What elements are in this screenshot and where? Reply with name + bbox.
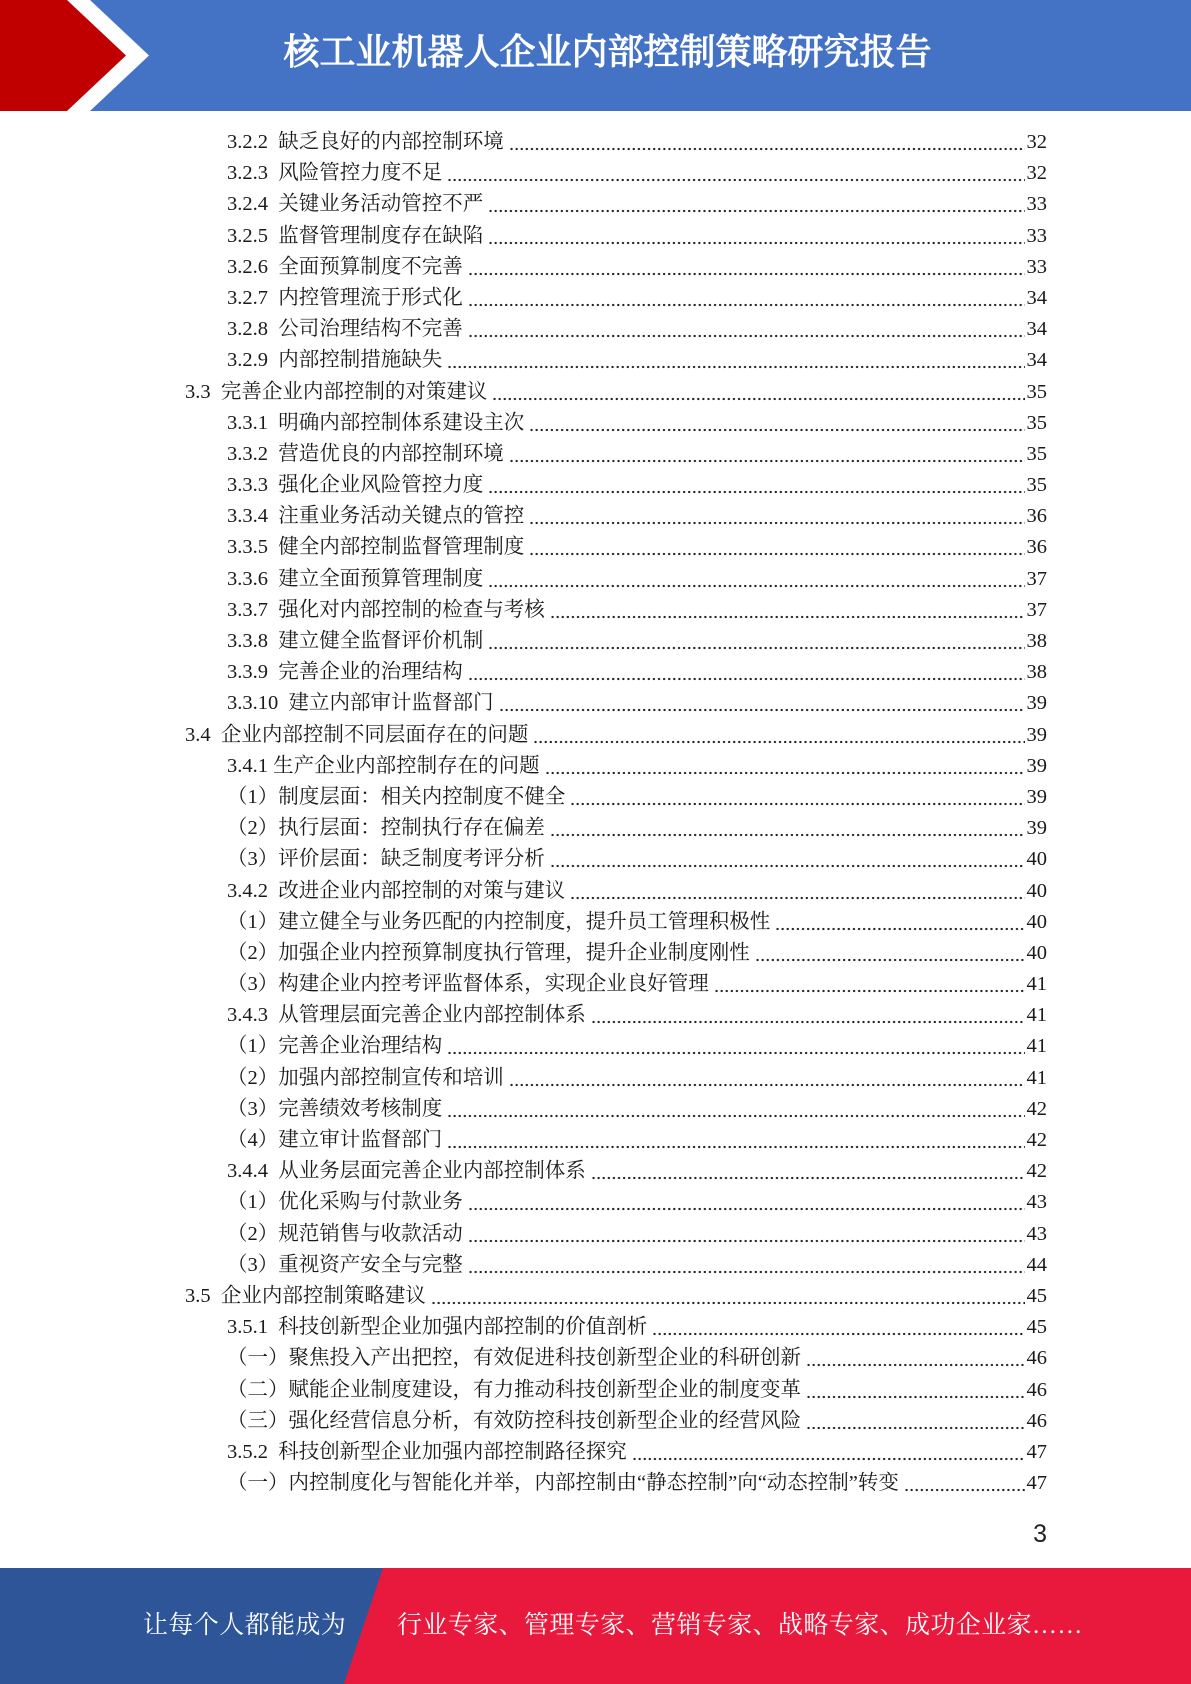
- toc-entry-page: 43: [1026, 1222, 1047, 1245]
- toc-entry-page: 39: [1026, 723, 1047, 746]
- toc-entry[interactable]: [0, 564, 1047, 595]
- toc-entry-page: 46: [1026, 1378, 1047, 1401]
- toc-entry-title: 3.3.2 营造优良的内部控制环境: [227, 442, 504, 465]
- toc-entry[interactable]: [0, 1125, 1047, 1156]
- toc-entry-page: 41: [1026, 1004, 1047, 1027]
- toc-leader-dots: [775, 907, 1024, 938]
- toc-leader-dots: [431, 1281, 1025, 1312]
- toc-entry-title: （1）完善企业治理结构: [227, 1035, 443, 1058]
- toc-leader-dots: [499, 688, 1025, 719]
- toc-entry-page: 44: [1026, 1253, 1047, 1276]
- footer-banner: [0, 1568, 1191, 1684]
- toc-entry[interactable]: [0, 969, 1047, 1000]
- toc-entry-title: 3.2.7 内控管理流于形式化: [227, 286, 463, 309]
- toc-entry-page: 42: [1026, 1160, 1047, 1183]
- toc-entry-title: 3.3.3 强化企业风险管控力度: [227, 474, 484, 497]
- toc-leader-dots: [529, 408, 1024, 439]
- toc-entry-title: （4）建立审计监督部门: [227, 1129, 443, 1151]
- toc-entry-title: 3.4.2 改进企业内部控制的对策与建议: [227, 879, 566, 902]
- toc-entry[interactable]: [0, 688, 1047, 719]
- toc-entry-title: 3.3.4 注重业务活动关键点的管控: [227, 505, 525, 528]
- toc-leader-dots: [468, 1219, 1025, 1250]
- toc-leader-dots: [755, 938, 1025, 969]
- toc-entry-title: （1）建立健全与业务匹配的内控制度，提升员工管理积极性: [227, 910, 771, 933]
- toc-entry-page: 35: [1026, 411, 1047, 434]
- toc-entry-page: 40: [1026, 848, 1047, 871]
- toc-entry-page: 33: [1026, 224, 1047, 247]
- toc-entry-page: 32: [1026, 131, 1047, 153]
- toc-entry[interactable]: [0, 1375, 1047, 1406]
- toc-entry[interactable]: [0, 1094, 1047, 1125]
- toc-entry[interactable]: [0, 1000, 1047, 1031]
- toc-entry[interactable]: [0, 595, 1047, 626]
- toc-entry[interactable]: [0, 377, 1047, 408]
- toc-leader-dots: [468, 657, 1025, 688]
- toc-entry[interactable]: [0, 844, 1047, 875]
- toc-entry-title: （2）执行层面：控制执行存在偏差: [227, 817, 545, 840]
- toc-entry[interactable]: [0, 221, 1047, 252]
- toc-entry[interactable]: [0, 1219, 1047, 1250]
- toc-entry-page: 34: [1026, 318, 1047, 341]
- toc-entry-title: （3）评价层面：缺乏制度考评分析: [227, 848, 545, 871]
- toc-entry-page: 33: [1026, 255, 1047, 278]
- toc-entry[interactable]: [0, 751, 1047, 782]
- toc-entry-page: 36: [1026, 505, 1047, 528]
- toc-entry[interactable]: [0, 1031, 1047, 1062]
- toc-leader-dots: [806, 1375, 1025, 1406]
- toc-leader-dots: [529, 501, 1024, 532]
- toc-entry-title: 3.2.3 风险管控力度不足: [227, 162, 443, 185]
- toc-entry-title: 3.4.1 生产企业内部控制存在的问题: [227, 754, 540, 777]
- toc-entry-title: （2）规范销售与收款活动: [227, 1222, 463, 1245]
- toc-entry-title: 3.3.9 完善企业的治理结构: [227, 661, 463, 684]
- toc-leader-dots: [545, 751, 1025, 782]
- toc-leader-dots: [468, 1250, 1025, 1281]
- toc-leader-dots: [904, 1468, 1025, 1499]
- toc-entry[interactable]: [0, 1468, 1047, 1499]
- toc-entry-title: 3.2.8 公司治理结构不完善: [227, 318, 463, 341]
- toc-entry[interactable]: [0, 283, 1047, 314]
- toc-leader-dots: [570, 782, 1024, 813]
- toc-entry-title: （2）加强企业内控预算制度执行管理，提升企业制度刚性: [227, 941, 750, 964]
- toc-leader-dots: [488, 221, 1024, 252]
- toc-entry[interactable]: [0, 1156, 1047, 1187]
- toc-entry-title: 3.3.6 建立全面预算管理制度: [227, 567, 484, 590]
- toc-entry-page: 42: [1026, 1097, 1047, 1120]
- toc-entry-page: 47: [1026, 1440, 1047, 1463]
- toc-entry-page: 38: [1026, 630, 1047, 652]
- toc-leader-dots: [509, 127, 1025, 158]
- toc-leader-dots: [447, 158, 1024, 189]
- toc-leader-dots: [591, 1000, 1025, 1031]
- toc-entry[interactable]: [0, 252, 1047, 283]
- toc-entry-title: （一）聚焦投入产出把控，有效促进科技创新型企业的科研创新: [227, 1347, 801, 1370]
- toc-entry-page: 39: [1026, 785, 1047, 808]
- toc-entry-page: 39: [1026, 692, 1047, 715]
- toc-entry-page: 32: [1026, 162, 1047, 185]
- toc-leader-dots: [591, 1156, 1025, 1187]
- toc-entry-page: 37: [1026, 567, 1047, 590]
- toc-entry-title: 3.4 企业内部控制不同层面存在的问题: [185, 723, 529, 746]
- toc-entry[interactable]: [0, 532, 1047, 563]
- toc-entry-page: 41: [1026, 1066, 1047, 1089]
- toc-leader-dots: [488, 189, 1024, 220]
- toc-entry-page: 42: [1026, 1129, 1047, 1151]
- toc-entry[interactable]: [0, 189, 1047, 220]
- toc-leader-dots: [806, 1406, 1025, 1437]
- toc-entry-title: （二）赋能企业制度建设，有力推动科技创新型企业的制度变革: [227, 1378, 801, 1401]
- toc-leader-dots: [550, 595, 1025, 626]
- toc-leader-dots: [492, 377, 1024, 408]
- toc-entry-title: 3.5.1 科技创新型企业加强内部控制的价值剖析: [227, 1316, 648, 1339]
- toc-entry-title: （三）强化经营信息分析，有效防控科技创新型企业的经营风险: [227, 1409, 801, 1432]
- toc-leader-dots: [533, 720, 1024, 751]
- toc-entry-title: 3.3.7 强化对内部控制的检查与考核: [227, 598, 545, 621]
- toc-entry-page: 34: [1026, 286, 1047, 309]
- toc-entry-title: （一）内控制度化与智能化并举，内部控制由“静态控制”向“动态控制”转变: [227, 1472, 899, 1495]
- toc-entry-title: 3.2.6 全面预算制度不完善: [227, 255, 463, 278]
- toc-leader-dots: [468, 283, 1025, 314]
- toc-entry[interactable]: [0, 907, 1047, 938]
- toc-entry-page: 38: [1026, 661, 1047, 684]
- toc-entry[interactable]: [0, 127, 1047, 158]
- toc-leader-dots: [806, 1343, 1025, 1374]
- toc-entry-page: 40: [1026, 941, 1047, 964]
- toc-entry-page: 40: [1026, 879, 1047, 902]
- toc-entry-title: （3）构建企业内控考评监督体系，实现企业良好管理: [227, 973, 709, 996]
- toc-entry-title: 3.5 企业内部控制策略建议: [185, 1284, 426, 1307]
- toc-entry-page: 35: [1026, 380, 1047, 403]
- toc-entry-title: （3）重视资产安全与完整: [227, 1253, 463, 1276]
- toc-entry-page: 37: [1026, 598, 1047, 621]
- toc-entry-title: 3.3.8 建立健全监督评价机制: [227, 630, 484, 652]
- toc-entry-page: 36: [1026, 536, 1047, 559]
- toc-entry-title: 3.5.2 科技创新型企业加强内部控制路径探究: [227, 1440, 627, 1463]
- toc-entry[interactable]: [0, 1406, 1047, 1437]
- report-title: 核工业机器人企业内部控制策略研究报告: [283, 31, 932, 72]
- toc-entry[interactable]: [0, 501, 1047, 532]
- toc-leader-dots: [488, 626, 1024, 657]
- toc-entry-page: 39: [1026, 817, 1047, 840]
- toc-entry-title: 3.2.9 内部控制措施缺失: [227, 349, 443, 372]
- toc-leader-dots: [468, 1187, 1025, 1218]
- toc-leader-dots: [447, 1094, 1024, 1125]
- toc-entry-page: 34: [1026, 349, 1047, 372]
- toc-leader-dots: [488, 564, 1024, 595]
- footer-slogan-left: 让每个人都能成为: [143, 1612, 347, 1639]
- toc-entry-page: 47: [1026, 1472, 1047, 1495]
- toc-entry[interactable]: [0, 720, 1047, 751]
- toc-leader-dots: [468, 252, 1025, 283]
- toc-entry-page: 35: [1026, 474, 1047, 497]
- toc-entry[interactable]: [0, 408, 1047, 439]
- toc-leader-dots: [714, 969, 1025, 1000]
- toc-leader-dots: [652, 1312, 1024, 1343]
- header-banner: [0, 0, 1191, 111]
- toc-entry[interactable]: [0, 657, 1047, 688]
- toc-entry-title: （3）完善绩效考核制度: [227, 1097, 443, 1120]
- toc-leader-dots: [509, 439, 1025, 470]
- page-number: 3: [1033, 1520, 1047, 1548]
- toc-entry[interactable]: [0, 1281, 1047, 1312]
- toc-entry-title: 3.4.3 从管理层面完善企业内部控制体系: [227, 1004, 586, 1027]
- toc-entry-title: 3.2.4 关键业务活动管控不严: [227, 193, 484, 216]
- toc-leader-dots: [509, 1063, 1025, 1094]
- toc-leader-dots: [447, 345, 1024, 376]
- toc-entry[interactable]: [0, 1343, 1047, 1374]
- toc-entry[interactable]: [0, 439, 1047, 470]
- toc-entry-page: 35: [1026, 442, 1047, 465]
- toc-entry-title: 3.2.5 监督管理制度存在缺陷: [227, 224, 484, 247]
- toc-entry-title: 3.3 完善企业内部控制的对策建议: [185, 380, 488, 403]
- toc-leader-dots: [632, 1437, 1025, 1468]
- toc-leader-dots: [550, 844, 1025, 875]
- toc-entry-page: 40: [1026, 910, 1047, 933]
- toc-entry[interactable]: [0, 938, 1047, 969]
- toc-entry-page: 39: [1026, 754, 1047, 777]
- toc-entry[interactable]: [0, 876, 1047, 907]
- toc-entry[interactable]: [0, 314, 1047, 345]
- toc-entry-title: 3.4.4 从业务层面完善企业内部控制体系: [227, 1160, 586, 1183]
- toc-entry-title: （2）加强内部控制宣传和培训: [227, 1066, 504, 1089]
- toc-entry-page: 43: [1026, 1191, 1047, 1214]
- toc-entry-page: 45: [1026, 1284, 1047, 1307]
- toc-entry-title: 3.3.10 建立内部审计监督部门: [227, 692, 494, 715]
- toc-leader-dots: [447, 1031, 1024, 1062]
- toc-entry[interactable]: [0, 470, 1047, 501]
- toc-entry-page: 33: [1026, 193, 1047, 216]
- toc-entry-page: 45: [1026, 1316, 1047, 1339]
- toc-entry-page: 41: [1026, 1035, 1047, 1058]
- toc-leader-dots: [550, 813, 1025, 844]
- toc-entry-title: 3.3.5 健全内部控制监督管理制度: [227, 536, 525, 559]
- toc-list: [0, 127, 1191, 1499]
- toc-leader-dots: [529, 532, 1024, 563]
- toc-entry-title: （1）制度层面：相关内控制度不健全: [227, 785, 566, 808]
- toc-leader-dots: [488, 470, 1024, 501]
- toc-entry[interactable]: [0, 345, 1047, 376]
- toc-leader-dots: [447, 1125, 1024, 1156]
- toc-entry[interactable]: [0, 782, 1047, 813]
- toc-entry[interactable]: [0, 1250, 1047, 1281]
- toc-leader-dots: [468, 314, 1025, 345]
- toc-entry-page: 41: [1026, 973, 1047, 996]
- toc-entry-title: 3.2.2 缺乏良好的内部控制环境: [227, 131, 504, 153]
- toc-entry[interactable]: [0, 1437, 1047, 1468]
- footer-slogan-right: 行业专家、管理专家、营销专家、战略专家、成功企业家……: [397, 1612, 1083, 1639]
- toc-entry[interactable]: [0, 626, 1047, 657]
- toc-leader-dots: [570, 876, 1024, 907]
- toc-entry[interactable]: [0, 1063, 1047, 1094]
- toc-entry-title: 3.3.1 明确内部控制体系建设主次: [227, 411, 525, 434]
- toc-entry[interactable]: [0, 813, 1047, 844]
- toc-entry[interactable]: [0, 1187, 1047, 1218]
- toc-entry-page: 46: [1026, 1409, 1047, 1432]
- toc-entry[interactable]: [0, 1312, 1047, 1343]
- toc-entry[interactable]: [0, 158, 1047, 189]
- toc-entry-title: （1）优化采购与付款业务: [227, 1191, 463, 1214]
- toc-entry-page: 46: [1026, 1347, 1047, 1370]
